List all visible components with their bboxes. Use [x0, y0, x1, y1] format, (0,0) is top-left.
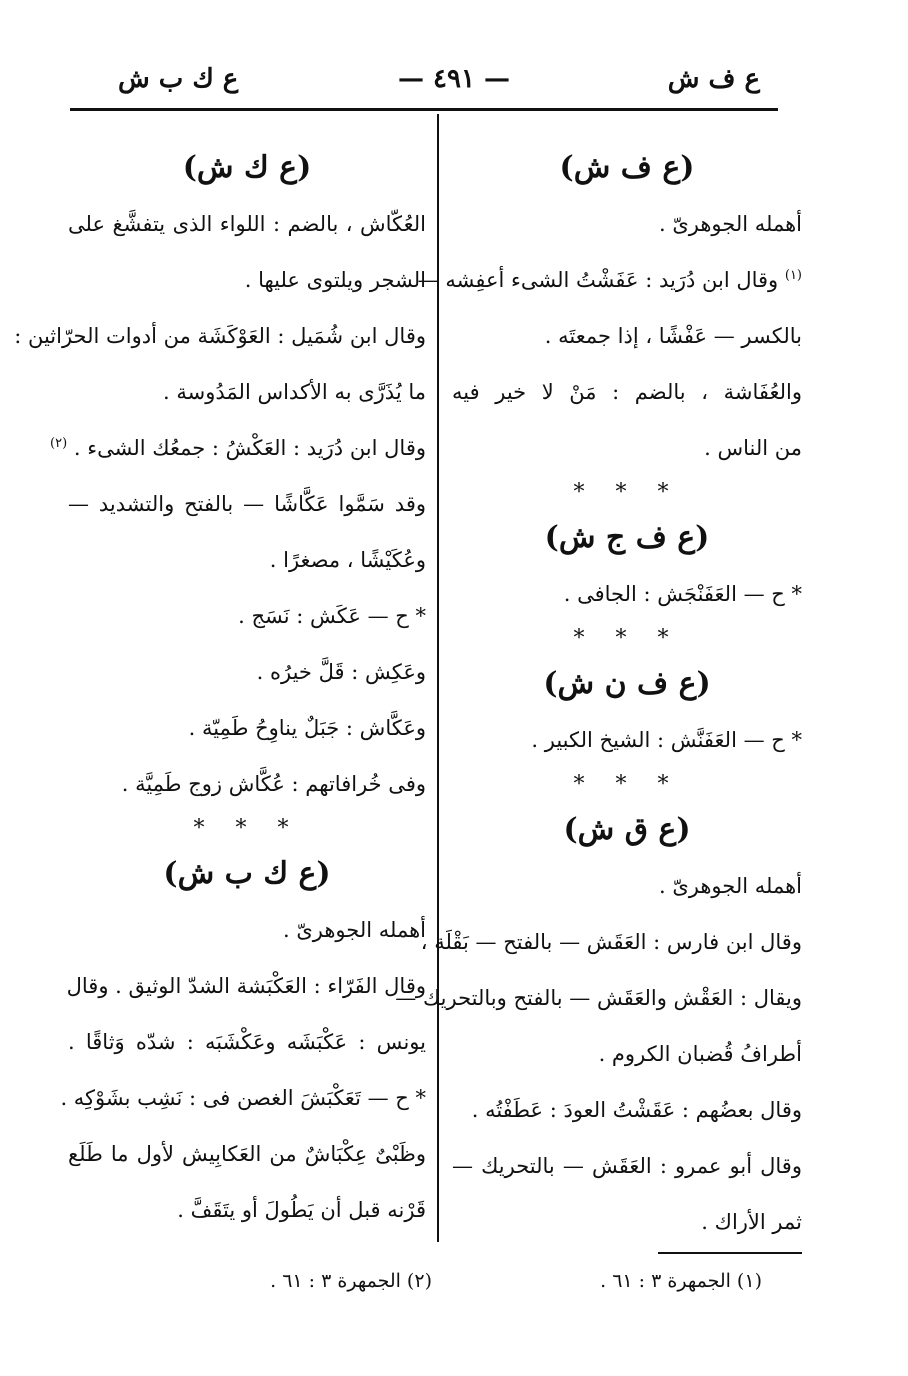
text-line: وقال أبو عمرو : العَقَش — بالتحريك — — [452, 1154, 802, 1178]
text-line: وعَكِش : قَلَّ خيرُه . — [256, 660, 426, 684]
footnote-1: (١) الجمهرة ٣ : ٦١ . — [600, 1270, 762, 1292]
text-line: الشجر ويلتوى عليها . — [244, 268, 426, 292]
entry-title-aqsh: (ع ق ش) — [563, 812, 691, 847]
section-separator: * * * — [573, 772, 681, 797]
text-line: * ح — عَكَش : نَسَج . — [238, 604, 426, 628]
page-number: — ٤٩١ — — [397, 64, 511, 94]
section-separator: * * * — [573, 626, 681, 651]
text-line: العُكّاش ، بالضم : اللواء الذى يتفشَّغ على — [68, 212, 426, 236]
entry-title-akbsh: (ع ك ب ش) — [163, 856, 331, 891]
text-line: ويقال : العَقْش والعَقَش — بالفتح وبالتحريك — — [395, 986, 802, 1010]
text-line: وقد سَمَّوا عَكَّاشًا — بالفتح والتشديد — — [68, 492, 426, 516]
running-head-left: ع ك ب ش — [118, 64, 239, 94]
text-line: وقال ابن شُمَيل : العَوْكَشَة من أدوات الحرّاثين : — [14, 324, 426, 348]
footnote-rule — [658, 1252, 802, 1254]
text-line: وفى خُرافاتهم : عُكَّاش زوج طَمِيَّة . — [121, 772, 426, 796]
entry-title-afsh: (ع ف ش) — [559, 150, 695, 185]
text-line: وظَبْىٌ عِكْبَاشٌ من العَكابِيش لأول ما طَلَع — [68, 1142, 426, 1166]
text-line: أهمله الجوهرىّ . — [282, 918, 426, 942]
text-line: والعُفَاشة ، بالضم : مَنْ لا خير فيه — [452, 380, 802, 404]
text-line — [417, 252, 802, 308]
text-line: يونس : عَكْبَشَه وعَكْشَبَه : شدّه وَثاقًا . — [68, 1030, 426, 1054]
right-column — [395, 140, 802, 1250]
left-column — [14, 140, 426, 1238]
text-line: من الناس . — [704, 436, 802, 460]
text-line: وقال الفَرّاء : العَكْبَشة الشدّ الوثيق . وقال — [66, 974, 426, 998]
entry-title-aksh: (ع ك ش) — [182, 150, 312, 185]
text-line: وعَكَّاش : جَبَلٌ يناوِحُ طَمِيّة . — [188, 716, 426, 740]
text-line: وقال بعضُهم : عَقَشْتُ العودَ : عَطَفْتُه . — [471, 1098, 802, 1122]
text-line-content: وقال ابن دُرَيد : العَكْشُ : جمعُك الشىء . — [73, 436, 426, 460]
running-head-right: ع ف ش — [667, 64, 760, 94]
footnote-ref-1: (١) — [784, 268, 802, 283]
text-line: * ح — العَفَنَّش : الشيخ الكبير . — [531, 728, 802, 752]
text-line: وقال ابن فارس : العَقَش — بالفتح — بَقْلَة ، — [420, 930, 802, 954]
entry-title-afnsh: (ع ف ن ش) — [543, 666, 711, 701]
text-line: قَرْنه قبل أن يَطُولَ أو يتَقَفَّ . — [177, 1198, 426, 1222]
footnote-2: (٢) الجمهرة ٣ : ٦١ . — [270, 1270, 432, 1292]
section-separator: * * * — [193, 816, 301, 841]
entry-title-afjsh: (ع ف ج ش) — [544, 520, 710, 555]
text-line: بالكسر — عَفْشًا ، إذا جمعتَه . — [544, 324, 802, 348]
text-line-content: وقال ابن دُرَيد : عَفَشْتُ الشىء أعفِشه — — [417, 268, 779, 292]
text-line: ما يُذَرَّى به الأكداس المَدُوسة . — [163, 380, 426, 404]
text-line: أهمله الجوهرىّ . — [658, 874, 802, 898]
text-line: * ح — تَعَكْبَشَ الغصن فى : نَشِب بشَوْكِه . — [60, 1086, 426, 1110]
section-separator: * * * — [573, 480, 681, 505]
text-line — [50, 420, 426, 476]
text-line: * ح — العَفَنْجَش : الجافى . — [563, 582, 802, 606]
header-rule — [70, 108, 778, 111]
text-line: ثمر الأراك . — [701, 1210, 802, 1234]
text-line: أهمله الجوهرىّ . — [658, 212, 802, 236]
footnote-ref-2: (٢) — [50, 436, 68, 451]
text-line: أطرافُ قُضبان الكروم . — [598, 1042, 802, 1066]
text-line: وعُكَيْشًا ، مصغرًا . — [269, 548, 426, 572]
